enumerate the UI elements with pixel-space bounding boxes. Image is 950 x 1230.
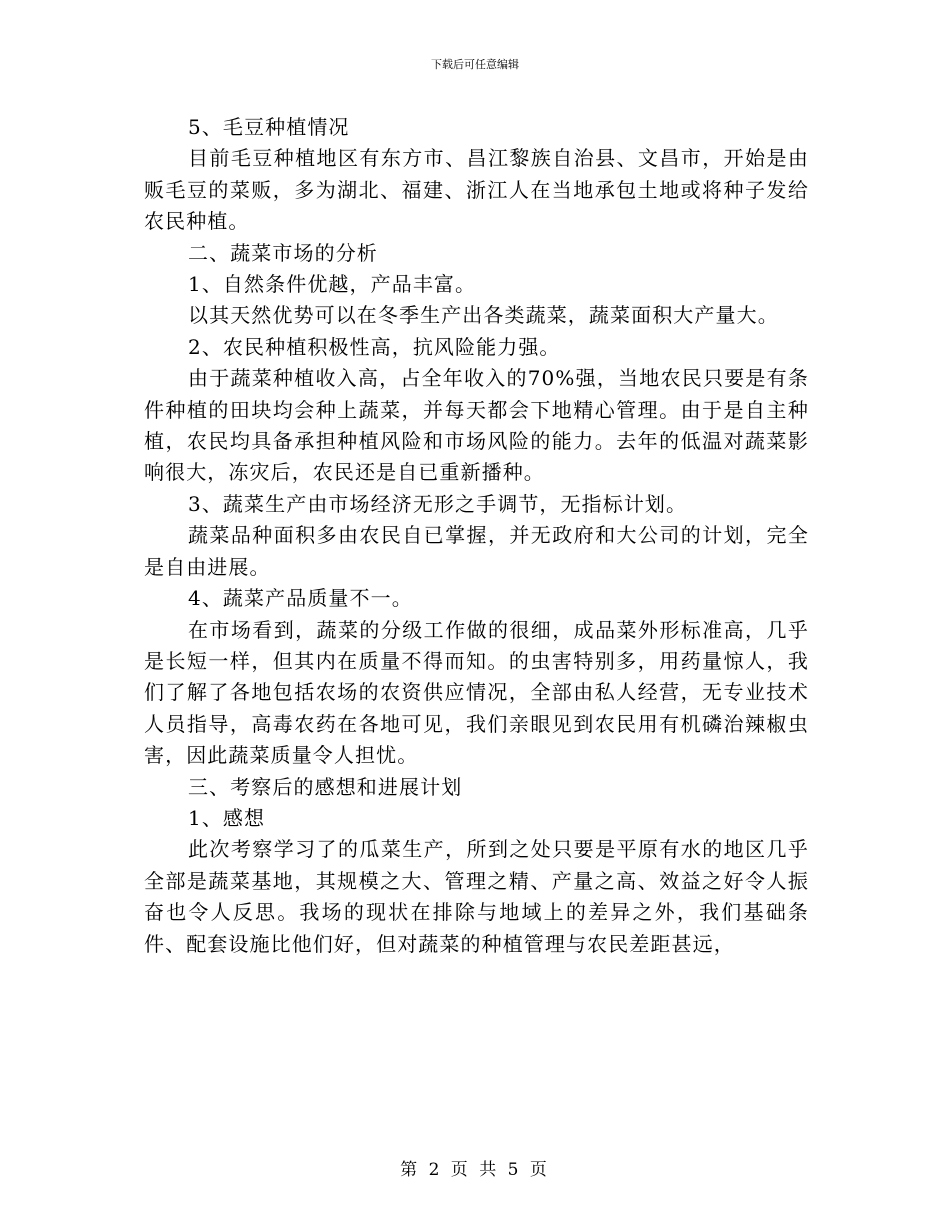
section-heading-market-analysis: 二、蔬菜市场的分析 — [188, 240, 378, 265]
paragraph-edamame: 目前毛豆种植地区有东方市、昌江黎族自治县、文昌市，开始是由贩毛豆的菜贩，多为湖北、福建、浙江人在当地承包土地或将种子发给农民种植。 — [144, 146, 809, 234]
heading-market-regulation: 3、蔬菜生产由市场经济无形之手调节，无指标计划。 — [188, 491, 688, 516]
heading-farmer-enthusiasm: 2、农民种植积极性高，抗风险能力强。 — [188, 334, 561, 359]
paragraph-thoughts: 此次考察学习了的瓜菜生产，所到之处只要是平原有水的地区几乎全部是蔬菜基地，其规模之大、管理之精、产量之高、效益之好令人振奋也令人反思。我场的现状在排除与地域上的差异之外，我们基础条件、配套设施比他们好，但对蔬菜的种植管理与农民差距甚远， — [144, 837, 809, 956]
document-body — [144, 112, 809, 960]
paragraph-market-regulation: 蔬菜品种面积多由农民自已掌握，并无政府和大公司的计划，完全是自由进展。 — [144, 523, 809, 579]
heading-quality: 4、蔬菜产品质量不一。 — [188, 586, 413, 611]
page-number-footer: 第 2 页 共 5 页 — [400, 1160, 550, 1180]
section-heading-reflections: 三、考察后的感想和进展计划 — [188, 774, 463, 799]
paragraph-natural-conditions: 以其天然优势可以在冬季生产出各类蔬菜，蔬菜面积大产量大。 — [188, 303, 779, 328]
heading-thoughts: 1、感想 — [188, 805, 266, 830]
paragraph-quality: 在市场看到，蔬菜的分级工作做的很细，成品菜外形标准高，几乎是长短一样，但其内在质量不得而知。的虫害特别多，用药量惊人，我们了解了各地包括农场的农资供应情况，全部由私人经营，无专业技术人员指导，高毒农药在各地可见，我们亲眼见到农民用有机磷治辣椒虫害，因此蔬菜质量令人担忧。 — [144, 617, 809, 768]
page-header: 下载后可任意编辑 — [431, 58, 519, 71]
heading-natural-conditions: 1、自然条件优越，产品丰富。 — [188, 272, 477, 297]
paragraph-farmer-enthusiasm: 由于蔬菜种植收入高，占全年收入的70%强，当地农民只要是有条件种植的田块均会种上蔬菜，并每天都会下地精心管理。由于是自主种植，农民均具备承担种植风险和市场风险的能力。去年的低温对蔬菜影响很大，冻灾后，农民还是自已重新播种。 — [144, 366, 809, 485]
heading-edamame: 5、毛豆种植情况 — [188, 115, 350, 139]
